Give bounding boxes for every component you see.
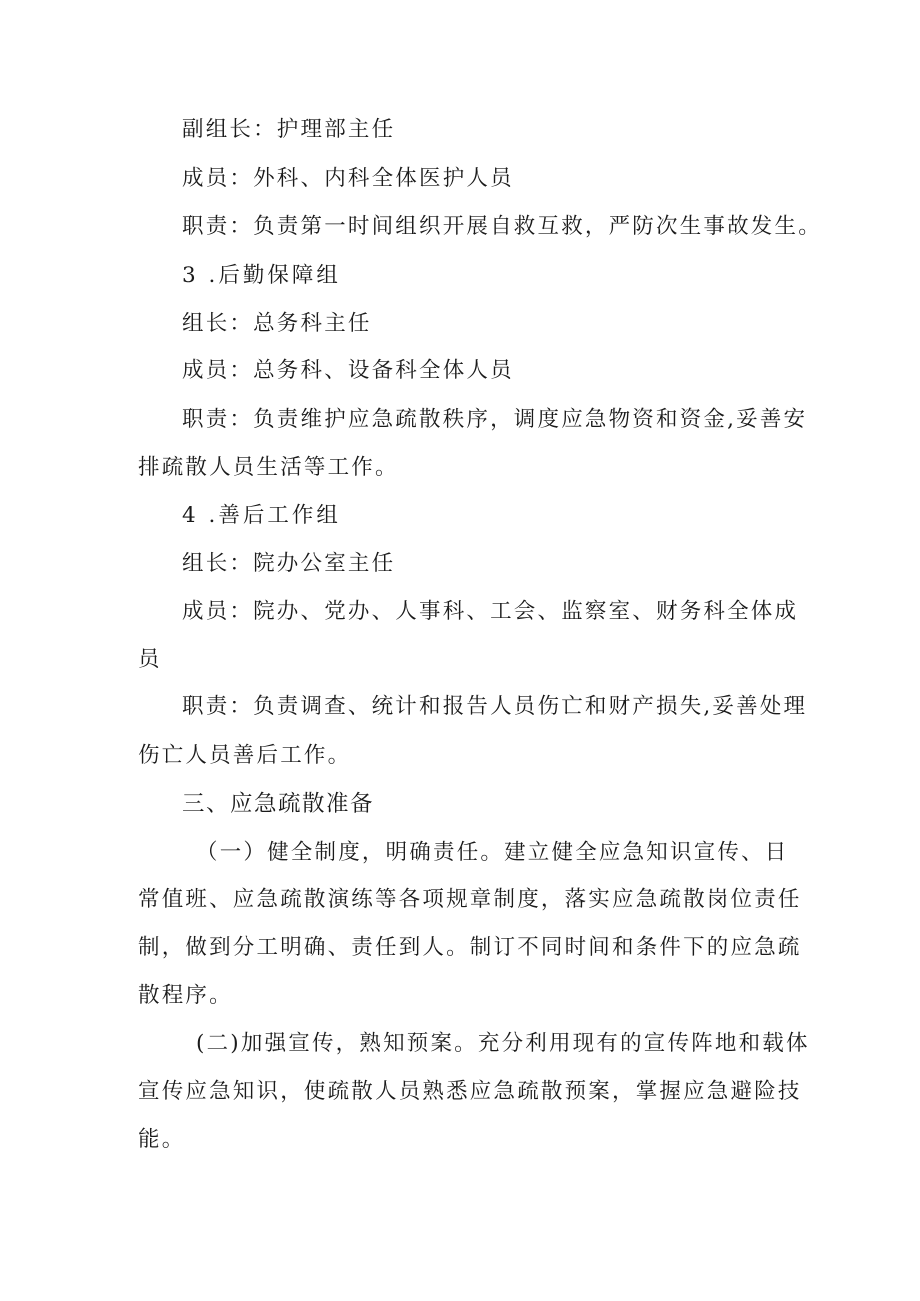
duty-line-continued: 伤亡人员善后工作。 [138, 743, 352, 768]
members-line-continued: 员 [138, 647, 162, 672]
leader-line: 组长：总务科主任 [182, 311, 372, 336]
leader-line: 组长：院办公室主任 [182, 551, 396, 576]
duty-line: 职责：负责维护应急疏散秩序，调度应急物资和资金,妥善安 [182, 407, 808, 432]
duty-line: 职责：负责第一时间组织开展自救互救，严防次生事故发生。 [182, 214, 822, 239]
paragraph-1-line-1: （一）健全制度，明确责任。建立健全应急知识宣传、日 [196, 840, 789, 865]
duty-line-continued: 排疏散人员生活等工作。 [138, 455, 399, 480]
paragraph-2-line-1: (二)加强宣传，熟知预案。充分利用现有的宣传阵地和载体 [196, 1031, 810, 1056]
paragraph-2-line-2: 宣传应急知识，使疏散人员熟悉应急疏散预案，掌握应急避险技 [138, 1079, 802, 1104]
paragraph-1-line-3: 制，做到分工明确、责任到人。制订不同时间和条件下的应急疏 [138, 935, 802, 960]
members-line: 成员：院办、党办、人事科、工会、监察室、财务科全体成 [182, 599, 799, 624]
members-line: 成员：外科、内科全体医护人员 [182, 166, 514, 191]
deputy-leader-line: 副组长：护理部主任 [182, 117, 396, 142]
members-line: 成员：总务科、设备科全体人员 [182, 358, 514, 383]
paragraph-1-line-4: 散程序。 [138, 983, 233, 1008]
section-heading-logistics: 3 .后勤保障组 [182, 263, 341, 288]
paragraph-1-line-2: 常值班、应急疏散演练等各项规章制度，落实应急疏散岗位责任 [138, 887, 802, 912]
chapter-heading: 三、应急疏散准备 [182, 791, 375, 817]
paragraph-2-line-3: 能。 [138, 1127, 186, 1152]
duty-line: 职责：负责调查、统计和报告人员伤亡和财产损失,妥善处理 [182, 694, 808, 719]
section-heading-aftermath: 4 .善后工作组 [182, 503, 341, 528]
